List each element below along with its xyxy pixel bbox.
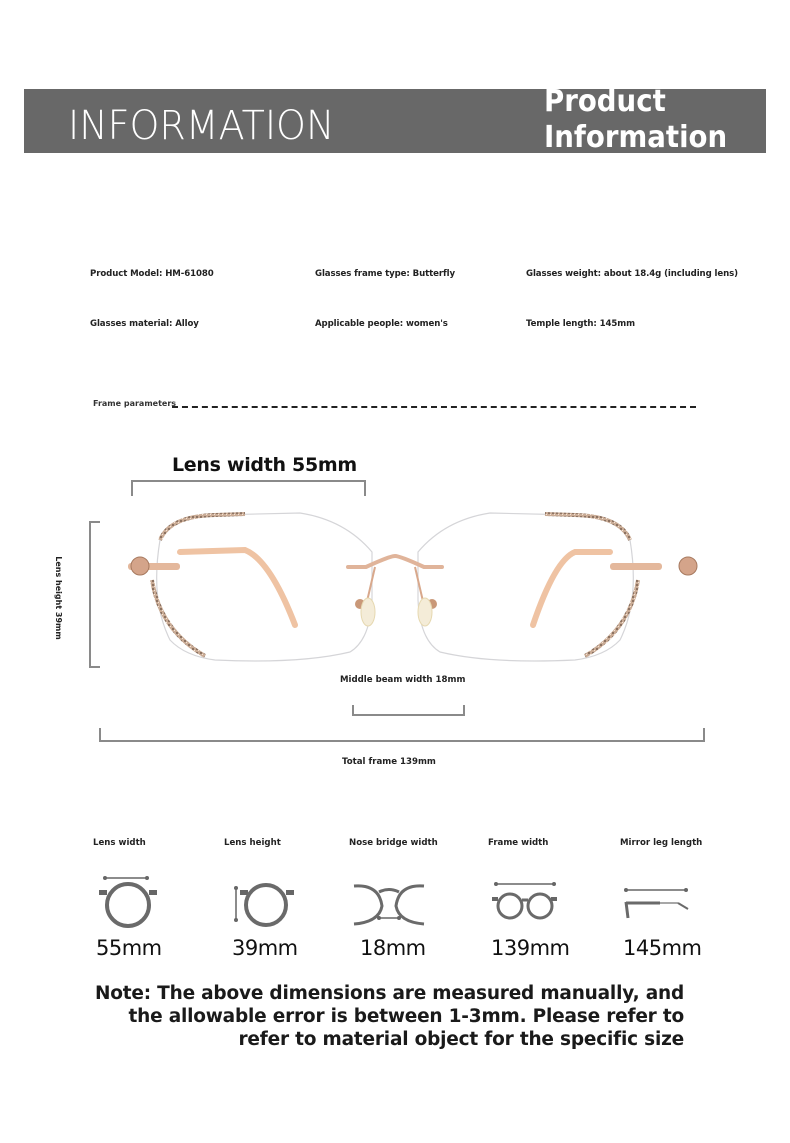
lens-height-annotation: Lens height 39mm <box>54 556 63 640</box>
note-line-2: the allowable error is between 1-3mm. Please refer to <box>128 1006 684 1027</box>
lens-width-annotation: Lens width 55mm <box>172 454 357 476</box>
spec-value: 145mm <box>623 936 702 960</box>
lens-height-bracket <box>89 521 100 668</box>
lens-height-icon <box>224 870 304 930</box>
nose-bridge-icon <box>349 870 429 930</box>
info-material: Glasses material: Alloy <box>90 319 199 329</box>
spec-temple-length <box>620 838 750 960</box>
spec-frame-width <box>488 838 618 960</box>
middle-beam-bracket <box>352 705 465 716</box>
info-frame-type: Glasses frame type: Butterfly <box>315 269 455 279</box>
spec-title: Frame width <box>488 838 549 848</box>
frame-width-icon <box>488 870 568 930</box>
spec-title: Nose bridge width <box>349 838 438 848</box>
spec-title: Mirror leg length <box>620 838 703 848</box>
spec-title: Lens height <box>224 838 281 848</box>
middle-beam-annotation: Middle beam width 18mm <box>340 675 466 685</box>
spec-value: 55mm <box>96 936 162 960</box>
info-weight: Glasses weight: about 18.4g (including lens) <box>526 269 738 279</box>
spec-lens-height <box>224 838 354 960</box>
glasses-photo <box>0 430 790 700</box>
info-applicable-people: Applicable people: women's <box>315 319 448 329</box>
temple-length-icon <box>620 870 700 930</box>
measurement-note <box>84 982 684 1051</box>
spec-lens-width <box>93 838 223 960</box>
header-title-right <box>544 84 746 156</box>
note-line-1: Note: The above dimensions are measured manually, and <box>94 983 684 1004</box>
total-frame-annotation: Total frame 139mm <box>342 757 436 767</box>
info-product-model: Product Model: HM-61080 <box>90 269 214 279</box>
dashed-divider <box>172 406 696 408</box>
lens-width-bracket <box>131 480 366 496</box>
spec-value: 139mm <box>491 936 570 960</box>
info-temple-length: Temple length: 145mm <box>526 319 635 329</box>
frame-parameters-label: Frame parameters <box>93 399 177 408</box>
spec-value: 18mm <box>360 936 426 960</box>
header-title-right-line2: Information <box>544 120 728 155</box>
header-title-right-line1: Product <box>544 84 666 119</box>
spec-nose-bridge <box>349 838 479 960</box>
note-line-3: refer to material object for the specific size <box>238 1029 684 1050</box>
spec-value: 39mm <box>232 936 298 960</box>
lens-width-icon <box>93 870 163 930</box>
header-title-left: INFORMATION <box>68 103 335 149</box>
total-frame-bracket <box>99 728 705 742</box>
spec-title: Lens width <box>93 838 146 848</box>
